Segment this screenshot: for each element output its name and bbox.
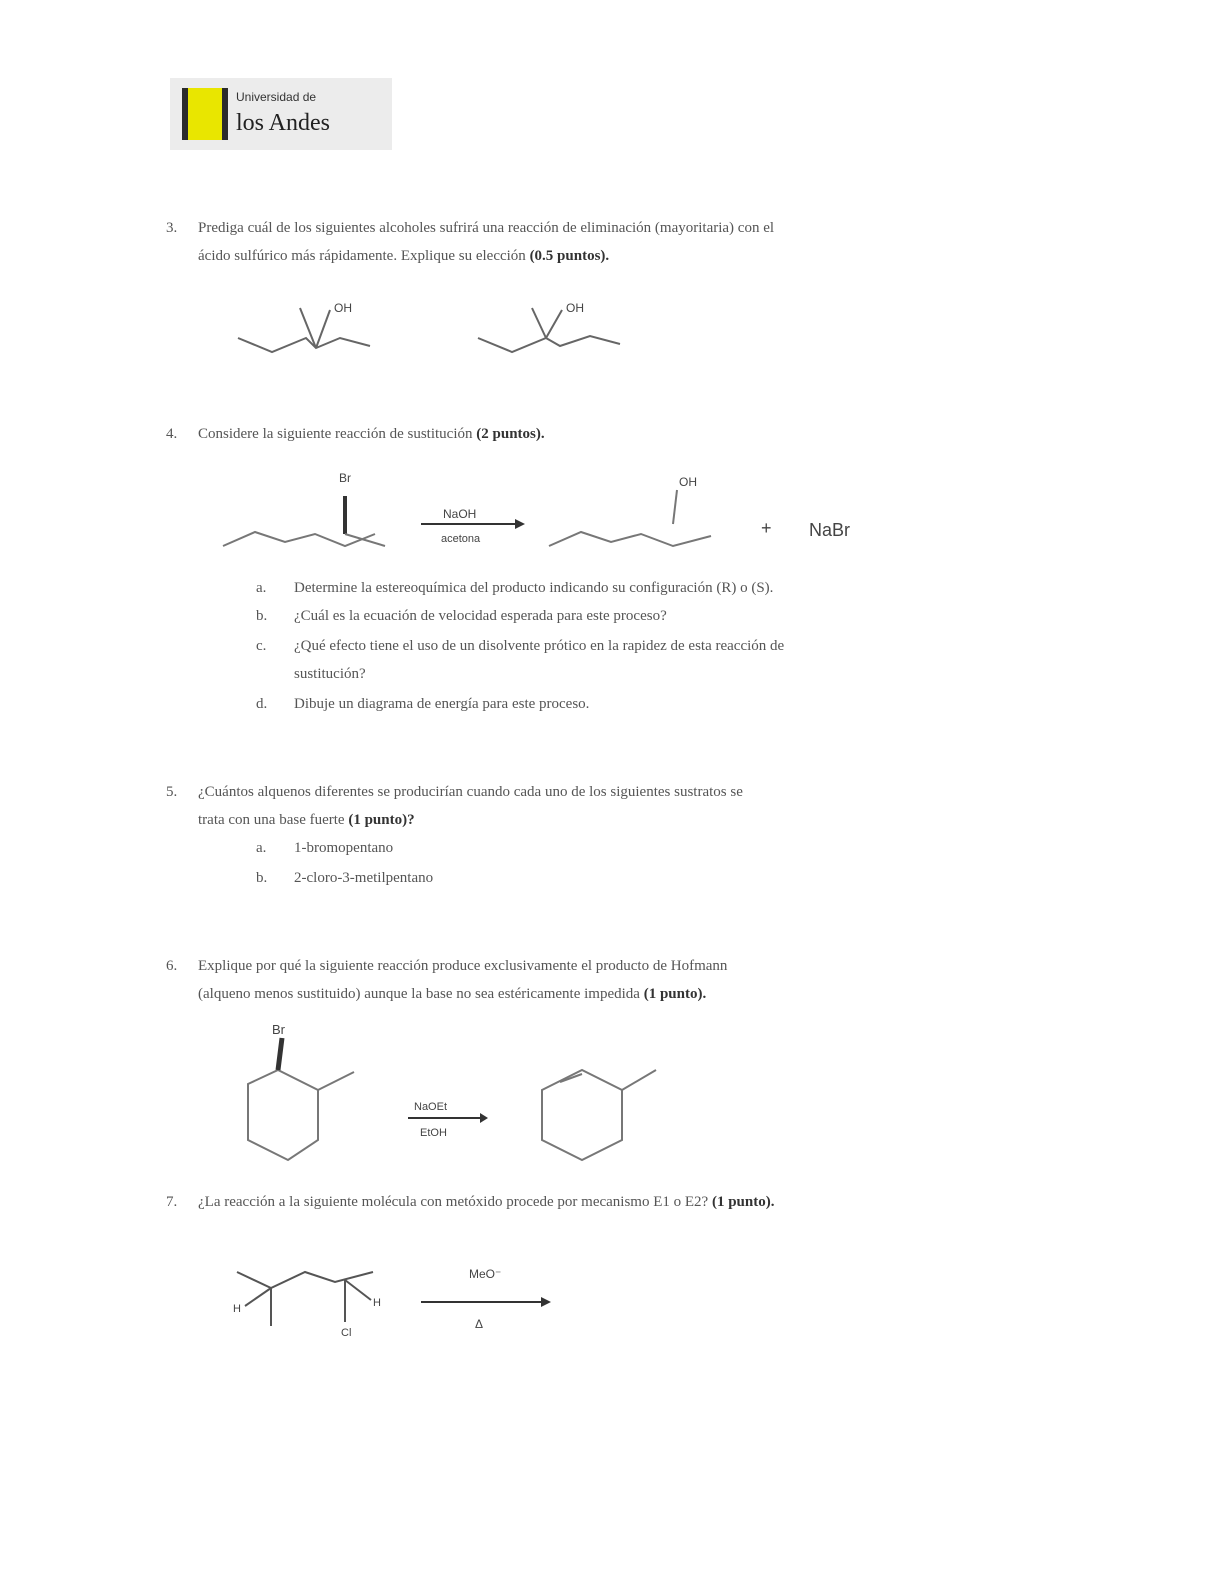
reagent-top: NaOH	[443, 507, 477, 521]
chloride-label: Cl	[341, 1327, 352, 1339]
question-number: 4.	[166, 426, 178, 442]
item-text-block	[294, 632, 1004, 688]
reagent-top: MeO⁻	[469, 1267, 502, 1281]
item-text: 1-bromopentano	[294, 840, 394, 856]
reagent-top: NaOEt	[414, 1101, 448, 1113]
bromide-label: Br	[339, 471, 351, 485]
question-line: ácido sulfúrico más rápidamente. Explique su elección	[198, 248, 526, 264]
hydrogen-label: H	[233, 1303, 241, 1315]
question-4	[166, 420, 1006, 450]
question-number: 5.	[166, 784, 178, 800]
question-line: trata con una base fuerte	[198, 812, 345, 828]
question-line: Explique por qué la siguiente reacción produce exclusivamente el producto de Hofmann	[198, 958, 728, 974]
question-number: 6.	[166, 958, 178, 974]
list-item	[256, 690, 1016, 718]
question-number: 3.	[166, 220, 178, 236]
q7-elimination-substrate	[225, 1250, 565, 1350]
list-item	[256, 632, 1016, 688]
item-letter: b.	[256, 608, 268, 624]
question-points: (1 punto).	[711, 1194, 775, 1210]
list-item	[256, 864, 856, 892]
hydroxyl-label: OH	[679, 475, 697, 489]
university-logo	[170, 78, 392, 150]
hydroxyl-label: OH	[334, 301, 352, 315]
item-letter: b.	[256, 870, 268, 886]
reagent-bottom: EtOH	[420, 1127, 447, 1139]
question-points: (0.5 puntos).	[529, 248, 610, 264]
item-letter: a.	[256, 840, 267, 856]
logo-line-2: los Andes	[236, 110, 331, 136]
reagent-bottom: acetona	[441, 533, 481, 545]
question-number: 7.	[166, 1194, 178, 1210]
item-text: 2-cloro-3-metilpentano	[294, 870, 434, 886]
question-line: Considere la siguiente reacción de sustitución	[198, 426, 473, 442]
question-line: (alqueno menos sustituido) aunque la base no sea estéricamente impedida	[198, 986, 640, 1002]
question-text	[198, 420, 998, 448]
logo-line-1: Universidad de	[236, 90, 317, 104]
list-item	[256, 574, 1016, 602]
item-text: sustitución?	[294, 666, 366, 682]
q4-substitution-reaction	[215, 464, 895, 564]
item-letter: c.	[256, 638, 267, 654]
list-item	[256, 834, 856, 862]
reagent-bottom: Δ	[475, 1317, 484, 1331]
question-line: ¿La reacción a la siguiente molécula con metóxido procede por mecanismo E1 o E2?	[198, 1194, 709, 1210]
list-item	[256, 602, 1016, 630]
question-7	[166, 1188, 1006, 1218]
question-points: (1 punto).	[643, 986, 707, 1002]
question-text	[198, 952, 1028, 1008]
question-points: (2 puntos).	[476, 426, 545, 442]
question-text	[198, 778, 1028, 834]
question-3	[166, 214, 1006, 274]
plus-sign: +	[761, 518, 772, 538]
logo-mark	[182, 88, 228, 140]
question-text	[198, 214, 998, 270]
bromide-label: Br	[272, 1022, 285, 1037]
byproduct-label: NaBr	[809, 520, 851, 540]
hydrogen-label: H	[373, 1297, 381, 1309]
q3-alcohol-structures	[220, 290, 640, 380]
q6-elimination-reaction	[230, 1018, 680, 1168]
question-line: Prediga cuál de los siguientes alcoholes sufrirá una reacción de eliminación (mayoritaria) con el	[198, 220, 775, 236]
question-5	[166, 778, 1036, 838]
item-text: Determine la estereoquímica del producto indicando su configuración (R) o (S).	[294, 580, 774, 596]
item-text: ¿Cuál es la ecuación de velocidad esperada para este proceso?	[294, 608, 667, 624]
question-6	[166, 952, 1036, 1012]
item-text: ¿Qué efecto tiene el uso de un disolvente prótico en la rapidez de esta reacción de	[294, 638, 785, 654]
question-points: (1 punto)?	[348, 812, 415, 828]
question-text	[198, 1188, 998, 1216]
item-text: Dibuje un diagrama de energía para este proceso.	[294, 696, 590, 712]
item-letter: a.	[256, 580, 267, 596]
item-letter: d.	[256, 696, 268, 712]
hydroxyl-label: OH	[566, 301, 584, 315]
question-line: ¿Cuántos alquenos diferentes se producirían cuando cada uno de los siguientes sustratos se	[198, 784, 743, 800]
